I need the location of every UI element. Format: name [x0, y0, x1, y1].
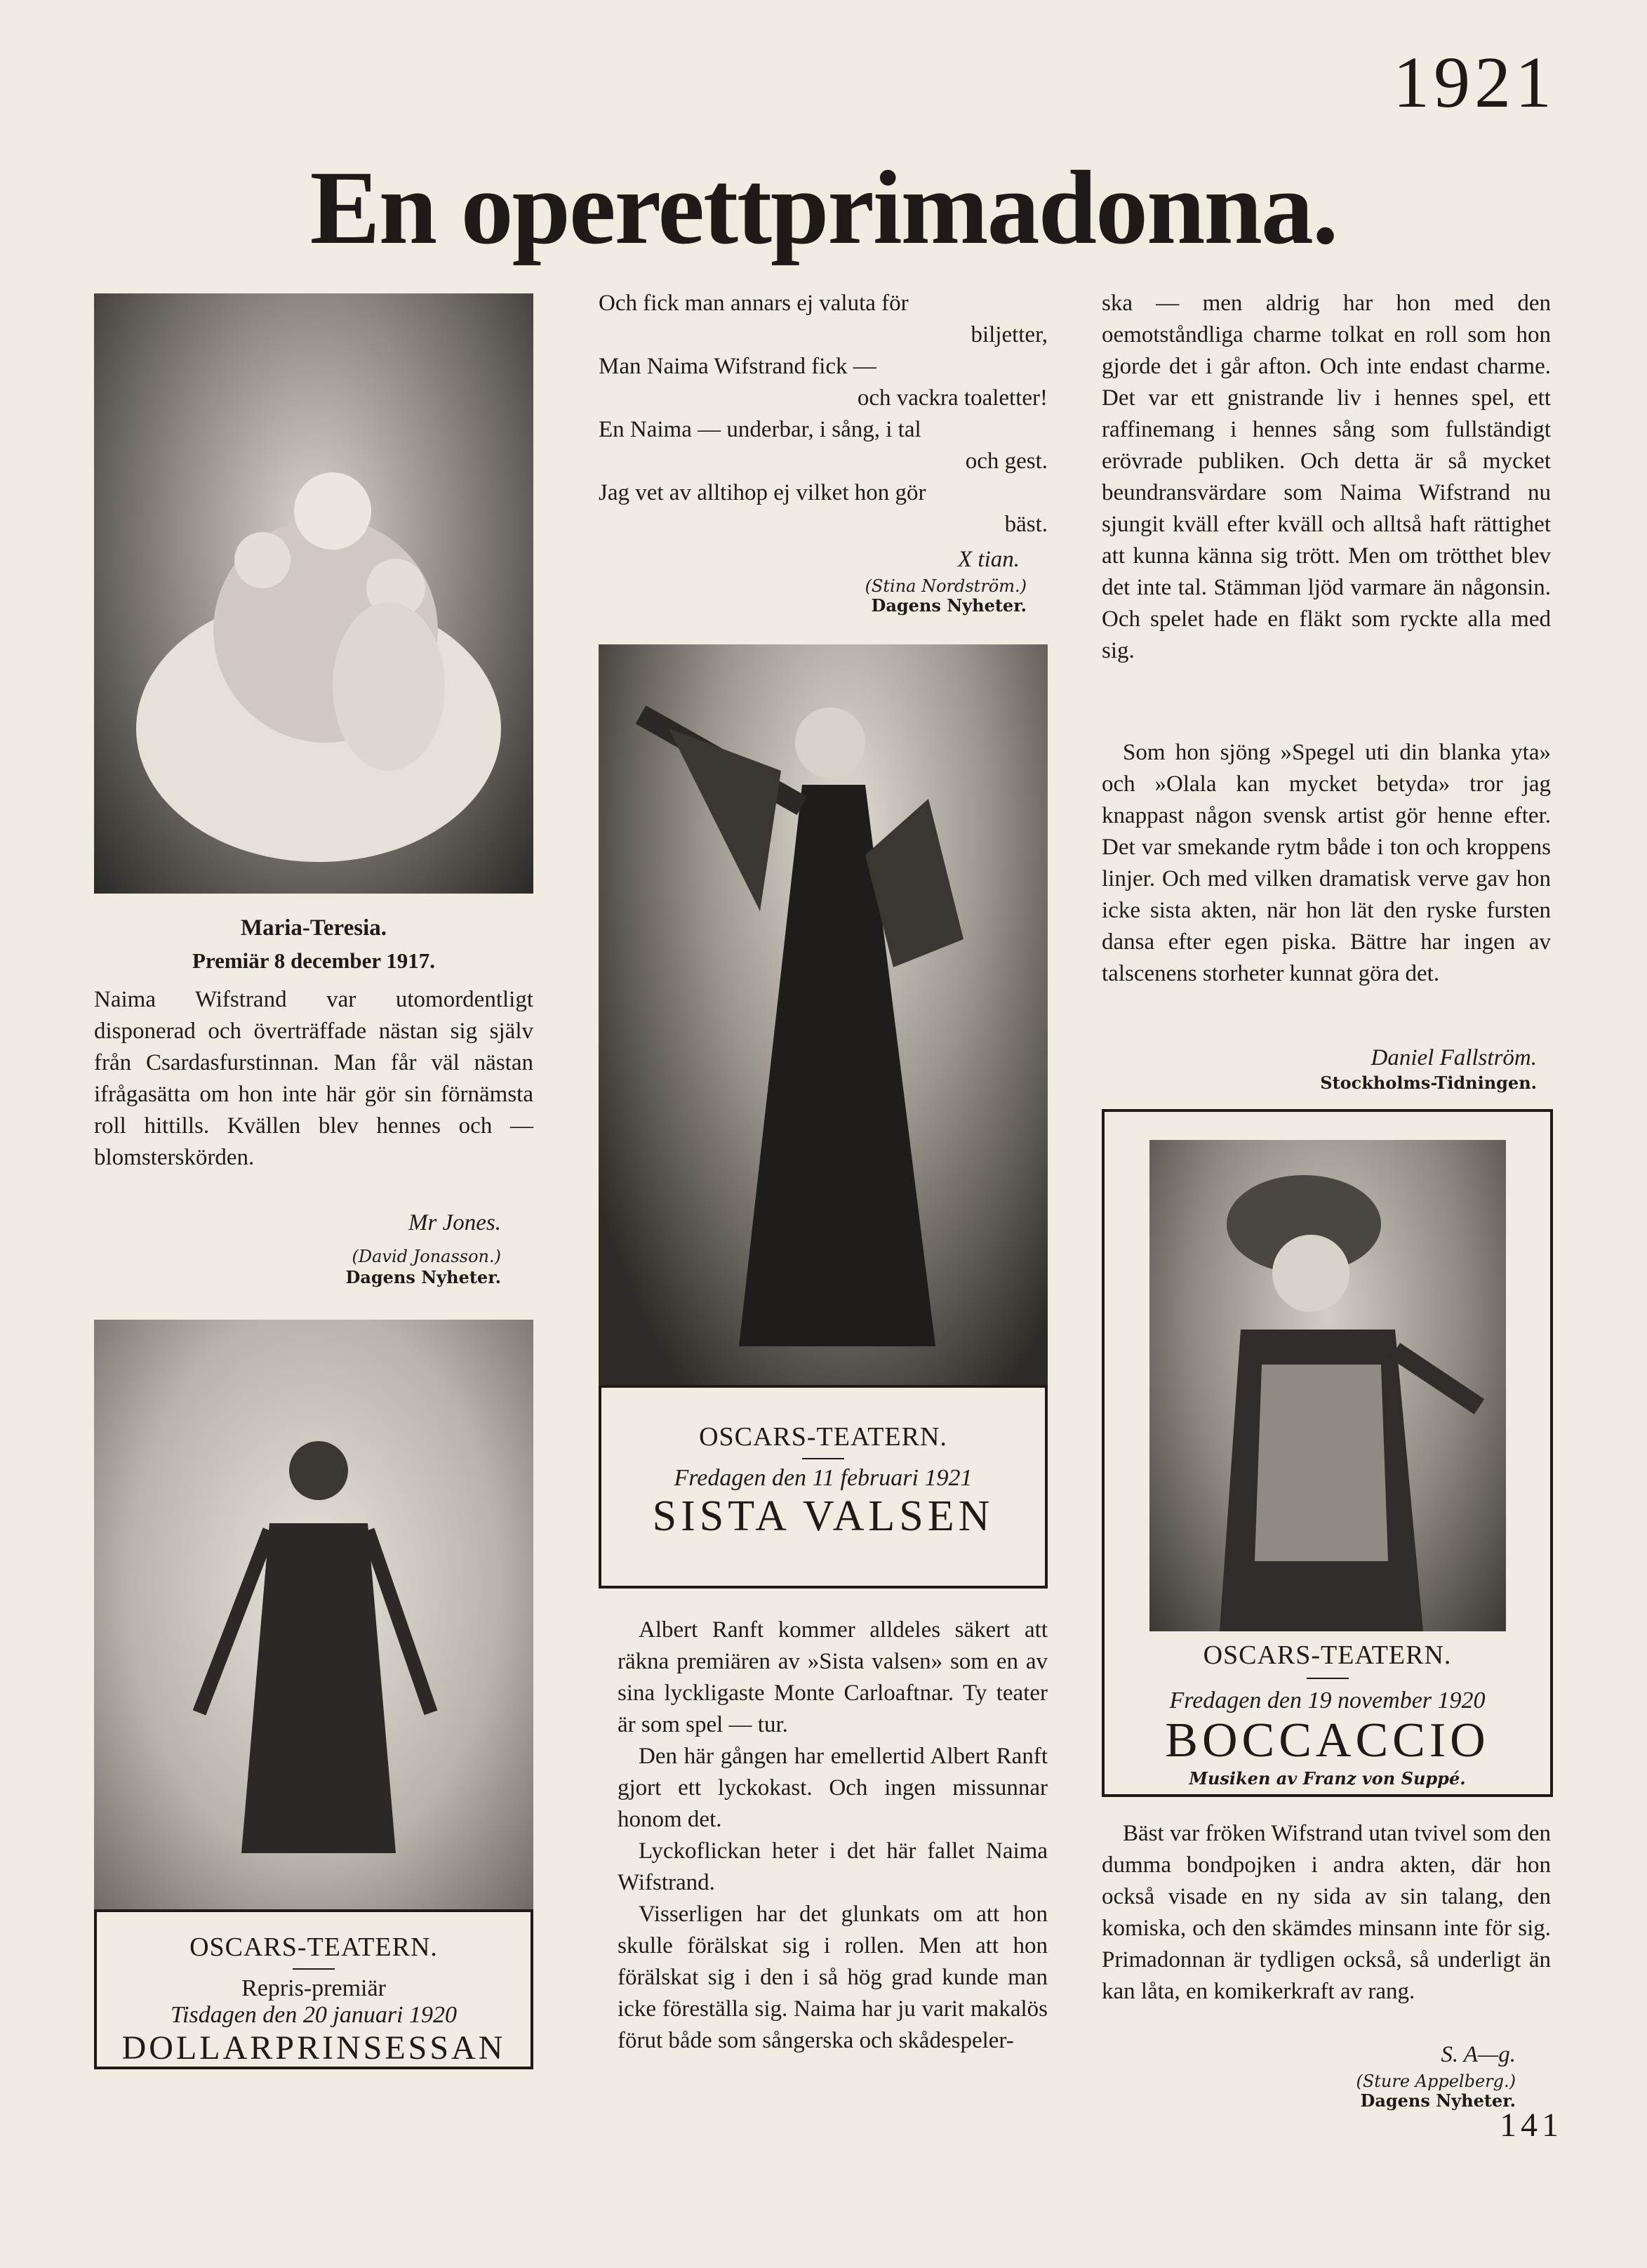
theater-name: OSCARS-TEATERN.	[1203, 1640, 1452, 1670]
divider	[1307, 1678, 1349, 1679]
theater-box-dollarprinsessan	[94, 1909, 533, 2069]
signature-name: Daniel Fallström.	[1371, 1045, 1537, 1070]
review-dagens-nyheter: Bäst var fröken Wifstrand utan tvivel som den dumma bondpojken i andra akten, där hon också visade en ny sida av sin talang, den komiska, och den skämdes minsann inte för sig. Primadonnan är tydligen också, så underligt än kan låta, en komikerkraft av rang.	[1102, 1821, 1551, 2004]
signature-paper: Dagens Nyheter.	[345, 1267, 501, 1287]
paragraph: Albert Ranft kommer alldeles säkert att räkna premiären av »Sista valsen» som en av sina lyckligaste Monte Carloaftnar. Ty teater är som spel — tur.	[618, 1617, 1048, 1737]
repris-premiere: Repris-premiär	[241, 1975, 386, 2001]
signature-paper: Stockholms-Tidningen.	[1320, 1073, 1537, 1093]
poem-line: och vackra toaletter!	[857, 385, 1048, 411]
review-stockholms-tidningen-continued: Som hon sjöng »Spegel uti din blanka yta» och »Olala kan mycket betyda» tror jag knappast någon svensk artist gör henne efter. Det var smekande rytm både i ton och kroppens linjer. Och med vilken dramatisk verve gav hon icke sista akten, när hon lät den ryske fursten dansa efter egen piska. Bättre har ingen av talscenens storheter kunnat göra det.	[1102, 740, 1551, 986]
photo-dollarprinsessan	[94, 1320, 533, 1909]
divider	[802, 1458, 844, 1459]
divider	[293, 1968, 335, 1970]
theater-name: OSCARS-TEATERN.	[189, 1932, 438, 1962]
theater-box-boccaccio	[1102, 1109, 1553, 1797]
poem-line: Jag vet av alltihop ej vilket hon gör	[599, 480, 926, 505]
show-title: BOCCACCIO	[1165, 1713, 1490, 1768]
paragraph: Visserligen har det glunkats om att hon skulle förälskat sig i rollen. Men att hon förälskat sig i den i så hög grad kunde man icke föreställa sig. Naima har ju varit makalös förut både som sångerska och skådespeler-	[618, 1902, 1048, 2053]
show-title: SISTA VALSEN	[652, 1492, 994, 1540]
poem-signature: X tian.	[958, 547, 1020, 572]
poem-line: Man Naima Wifstrand fick —	[599, 354, 876, 379]
poem-line: och gest.	[965, 449, 1048, 474]
page-title: En operettprimadonna.	[309, 150, 1338, 266]
music-credit: Musiken av Franz von Suppé.	[1189, 1768, 1466, 1789]
paragraph: Lyckoflickan heter i det här fallet Naima Wifstrand.	[618, 1838, 1048, 1895]
performance-date: Tisdagen den 20 januari 1920	[170, 2002, 458, 2028]
poem-line: En Naima — underbar, i sång, i tal	[599, 417, 921, 442]
show-title: DOLLARPRINSESSAN	[121, 2029, 506, 2067]
signature-paper: Dagens Nyheter.	[1360, 2090, 1516, 2111]
poem-signature-real-name: (Stina Nordström.)	[865, 576, 1027, 596]
page-number: 141	[1500, 2107, 1563, 2144]
poem-line: bäst.	[1004, 512, 1048, 537]
signature-name: S. A—g.	[1441, 2042, 1516, 2067]
poem	[599, 288, 1048, 541]
review-mr-jones: Naima Wifstrand var utomordentligt disponerad och överträffade nästan sig själv från Csardasfurstinnan. Man får väl nästan ifrågasätta om hon inte här gör sin förnämsta roll hittills. Kvällen blev hennes och — blomsterskörden.	[94, 987, 533, 1170]
signature-real-name: (David Jonasson.)	[352, 1247, 501, 1266]
performance-date: Fredagen den 11 februari 1921	[674, 1465, 973, 1491]
performance-date: Fredagen den 19 november 1920	[1169, 1687, 1486, 1713]
poem-line: Och fick man annars ej valuta för	[599, 291, 909, 316]
photo-maria-teresia	[94, 293, 533, 894]
photo-sista-valsen	[599, 644, 1048, 1385]
review-stockholms-tidningen: ska — men aldrig har hon med den oemotståndliga charme tolkat en roll som hon gjorde det i går afton. Och inte endast charme. Det var ett gnistrande liv i hennes spel, ett raffinemang i hennes sång som fullständigt erövrade publiken. Och detta är så mycket beundransvärdare som Naima Wifstrand nu sjungit kväll efter kväll och alltså haft rättighet att kunna känna sig trött. Men om trötthet blev det inte tal. Stämman ljöd varmare än någonsin. Och spelet hade en fläkt som ryckte alla med sig.	[1102, 291, 1551, 663]
review-sista-valsen	[618, 1614, 1048, 2057]
theater-name: OSCARS-TEATERN.	[699, 1422, 947, 1452]
photo-boccaccio	[1149, 1140, 1506, 1631]
photo-caption-title: Maria-Teresia.	[240, 915, 387, 941]
signature-name: Mr Jones.	[408, 1210, 501, 1235]
signature-real-name: (Sture Appelberg.)	[1356, 2071, 1516, 2091]
year-heading: 1921	[1393, 42, 1556, 123]
poem-signature-paper: Dagens Nyheter.	[871, 595, 1027, 616]
poem-line: biljetter,	[971, 322, 1048, 347]
theater-box-sista-valsen	[599, 1385, 1048, 1589]
photo-caption-premiere: Premiär 8 december 1917.	[192, 948, 436, 973]
paragraph: Den här gången har emellertid Albert Ranft gjort ett lyckokast. Och ingen missunnar honom det.	[618, 1744, 1048, 1832]
